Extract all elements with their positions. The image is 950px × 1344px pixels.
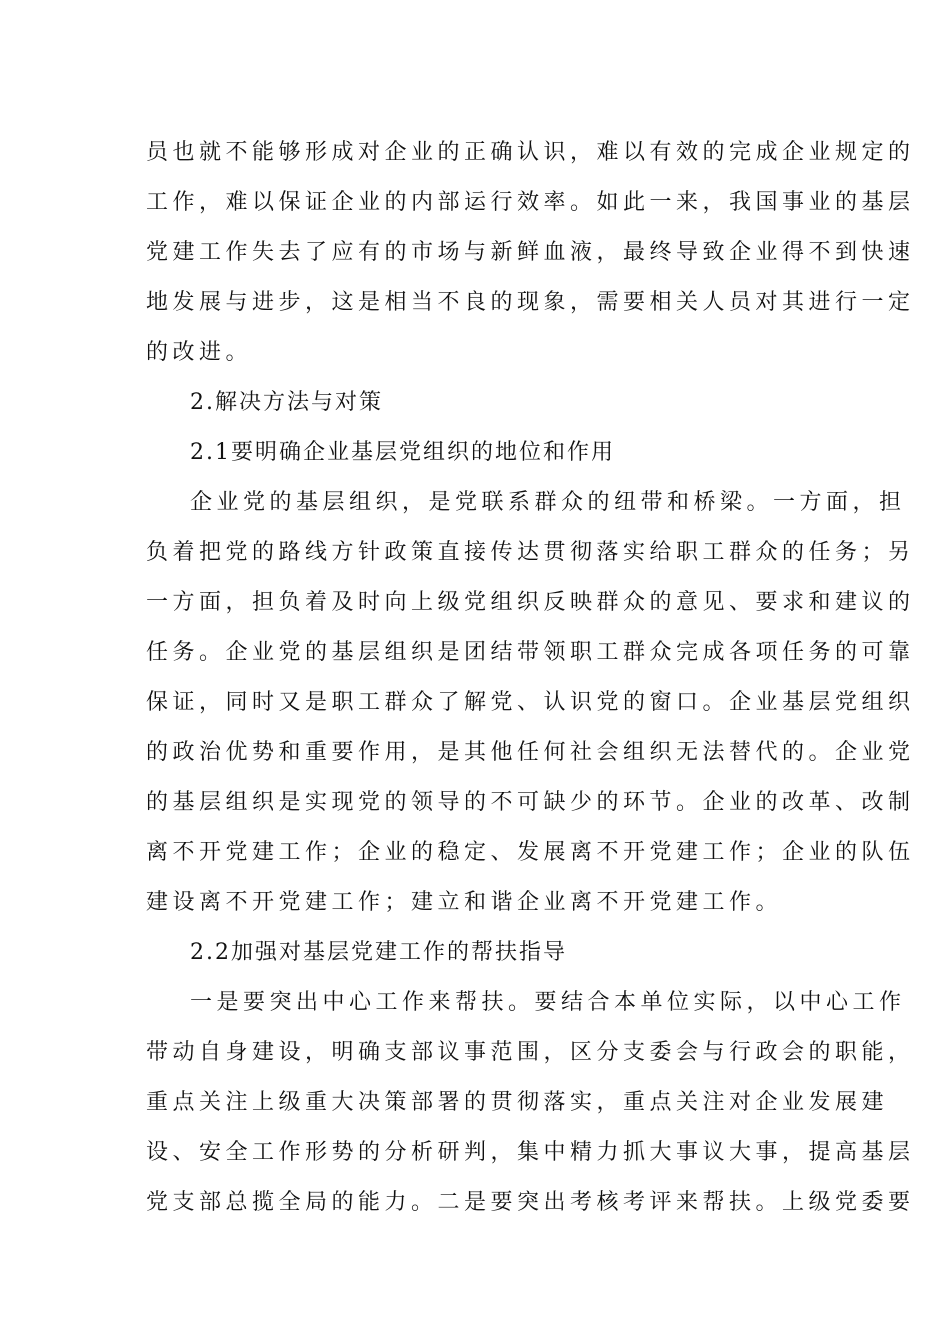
text-line: 的基层组织是实现党的领导的不可缺少的环节。企业的改革、改制 <box>146 790 915 815</box>
text-line: 工作，难以保证企业的内部运行效率。如此一来，我国事业的基层 <box>146 190 915 215</box>
text-line: 建设离不开党建工作；建立和谐企业离不开党建工作。 <box>146 890 783 915</box>
text-line: 带动自身建设，明确支部议事范围，区分支委会与行政会的职能， <box>146 1040 915 1065</box>
subsection-heading: 2.1要明确企业基层党组织的地位和作用 <box>190 440 615 465</box>
text-line: 一方面，担负着及时向上级党组织反映群众的意见、要求和建议的 <box>146 590 915 615</box>
subsection-heading: 2.2加强对基层党建工作的帮扶指导 <box>190 940 567 965</box>
text-line: 设、安全工作形势的分析研判，集中精力抓大事议大事，提高基层 <box>146 1140 915 1165</box>
document-body <box>146 128 915 1228</box>
text-line: 企业党的基层组织，是党联系群众的纽带和桥梁。一方面，担 <box>190 490 906 515</box>
text-line: 党支部总揽全局的能力。二是要突出考核考评来帮扶。上级党委要 <box>146 1190 915 1215</box>
text-line: 离不开党建工作；企业的稳定、发展离不开党建工作；企业的队伍 <box>146 840 915 865</box>
text-line: 员也就不能够形成对企业的正确认识，难以有效的完成企业规定的 <box>146 140 915 165</box>
text-line: 重点关注上级重大决策部署的贯彻落实，重点关注对企业发展建 <box>146 1090 889 1115</box>
text-line: 的政治优势和重要作用，是其他任何社会组织无法替代的。企业党 <box>146 740 915 765</box>
section-heading: 2.解决方法与对策 <box>190 390 383 415</box>
text-line: 负着把党的路线方针政策直接传达贯彻落实给职工群众的任务；另 <box>146 540 915 565</box>
text-line: 的改进。 <box>146 340 253 365</box>
text-line: 地发展与进步，这是相当不良的现象，需要相关人员对其进行一定 <box>146 290 915 315</box>
text-line: 任务。企业党的基层组织是团结带领职工群众完成各项任务的可靠 <box>146 640 915 665</box>
text-line: 党建工作失去了应有的市场与新鲜血液，最终导致企业得不到快速 <box>146 240 915 265</box>
text-line: 一是要突出中心工作来帮扶。要结合本单位实际，以中心工作 <box>190 990 906 1015</box>
text-line: 保证，同时又是职工群众了解党、认识党的窗口。企业基层党组织 <box>146 690 915 715</box>
